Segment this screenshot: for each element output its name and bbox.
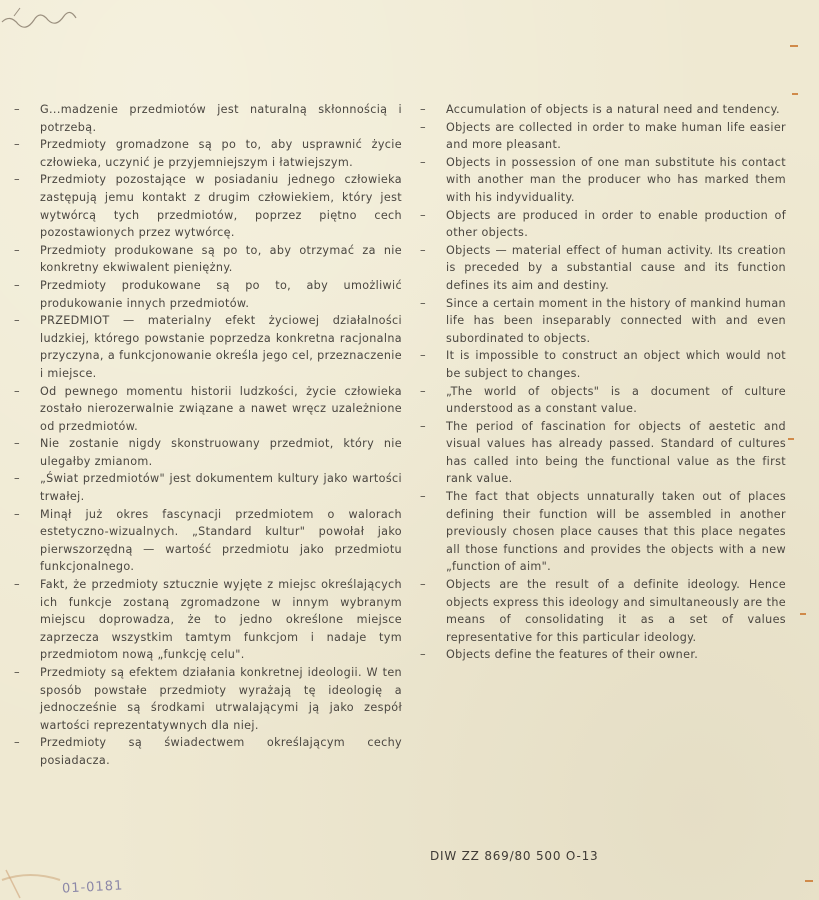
list-item: – The fact that objects unnaturally taken out of places defining their function will be assembled in another previously chosen place causes that this place negates all those functions and provides the objects with a new „function of aim". xyxy=(420,490,786,574)
list-item: – Przedmioty produkowane są po to, aby umożliwić produkowanie innych przedmiotów. xyxy=(14,278,402,310)
list-item: – The period of fascination for objects of aestetic and visual values has already passed. Standard of cultures has called into being the functional value as the first rank value. xyxy=(420,419,786,486)
list-item: – „The world of objects" is a document of culture understood as a constant value. xyxy=(420,384,786,416)
list-item: – Objects — material effect of human activity. Its creation is preceded by a substantial cause and its function defines its aim and destiny. xyxy=(420,243,786,292)
paper-speck xyxy=(788,438,794,440)
list-item: – Przedmioty są efektem działania konkretnej ideologii. W ten sposób powstałe przedmioty wyrażają tę ideologię a jednocześnie są środkami utrwalającymi ją jako zespół wartości reprezentatywnych dla niej. xyxy=(14,666,402,732)
list-item: – Since a certain moment in the history of mankind human life has been inseparably connected with and even subordinated to objects. xyxy=(420,296,786,345)
list-item: – G...madzenie przedmiotów jest naturalną skłonnością i potrzebą. xyxy=(14,103,402,134)
list-item: – Minął już okres fascynacji przedmiotem o walorach estetyczno-wizualnych. „Standard kultur" powołał jako pierwszorzędną — wartość przedmiotu jako przedmiotu funkcjonalnego. xyxy=(14,507,402,574)
list-item: – Objects define the features of their owner. xyxy=(420,648,699,662)
list-item: – Accumulation of objects is a natural need and tendency. xyxy=(420,103,780,116)
list-item: – „Świat przedmiotów" jest dokumentem kultury jako wartości trwałej. xyxy=(14,472,402,504)
paper-speck xyxy=(800,613,806,615)
list-item: – Objects in possession of one man substitute his contact with another man the producer who has marked them with his indyviduality. xyxy=(420,155,786,204)
list-item: – Fakt, że przedmioty sztucznie wyjęte z miejsc określających ich funkcje zostaną zgromadzone w innym wybranym miejscu doprowadza, że to jedno określone miejsce zaprzecza wszystkim tamtym funkcjom i nadaje tym przedmiotom nową „funkcję celu". xyxy=(14,578,402,662)
list-item: – Przedmioty gromadzone są po to, aby usprawnić życie człowieka, uczynić je przyjemniejszym i łatwiejszym. xyxy=(14,138,402,169)
paper-speck xyxy=(805,880,813,882)
paper-speck xyxy=(790,45,798,47)
list-item: – It is impossible to construct an object which would not be subject to changes. xyxy=(420,349,786,380)
list-item: – PRZEDMIOT — materialny efekt życiowej działalności ludzkiej, którego powstanie poprzedza konkretna racjonalna przyczyna, a funkcjonowanie określa jego cel, przeznaczenie i miejsce. xyxy=(14,314,402,380)
list-item: – Przedmioty są świadectwem określającym cechy posiadacza. xyxy=(14,736,402,767)
polish-text-column xyxy=(14,101,402,770)
inventory-stamp: 01-0181 xyxy=(61,878,124,897)
english-text-column xyxy=(420,101,786,664)
list-item: – Nie zostanie nigdy skonstruowany przedmiot, który nie ulegałby zmianom. xyxy=(14,437,402,468)
list-item: – Przedmioty pozostające w posiadaniu jednego człowieka zastępują jemu kontakt z drugim człowiekiem, który jest wytwórcą tych przedmiotów, poprzez piętno cech pozostawionych przez wytwórcę. xyxy=(14,173,402,240)
list-item: – Przedmioty produkowane są po to, aby otrzymać za nie konkretny ekwiwalent pieniężny. xyxy=(14,243,402,275)
list-item: – Objects are produced in order to enable production of other objects. xyxy=(420,208,786,240)
print-code: DIW ZZ 869/80 500 O-13 xyxy=(430,849,599,863)
list-item: – Od pewnego momentu historii ludzkości, życie człowieka zostało nierozerwalnie związane a nawet wręcz uzależnione od przedmiotów. xyxy=(14,384,402,433)
list-item: – Objects are the result of a definite ideology. Hence objects express this ideology and simultaneously are the means of consolidating it as a set of values representative for this particular ideology. xyxy=(420,578,786,644)
paper-speck xyxy=(792,93,798,95)
list-item: – Objects are collected in order to make human life easier and more pleasant. xyxy=(420,120,786,152)
